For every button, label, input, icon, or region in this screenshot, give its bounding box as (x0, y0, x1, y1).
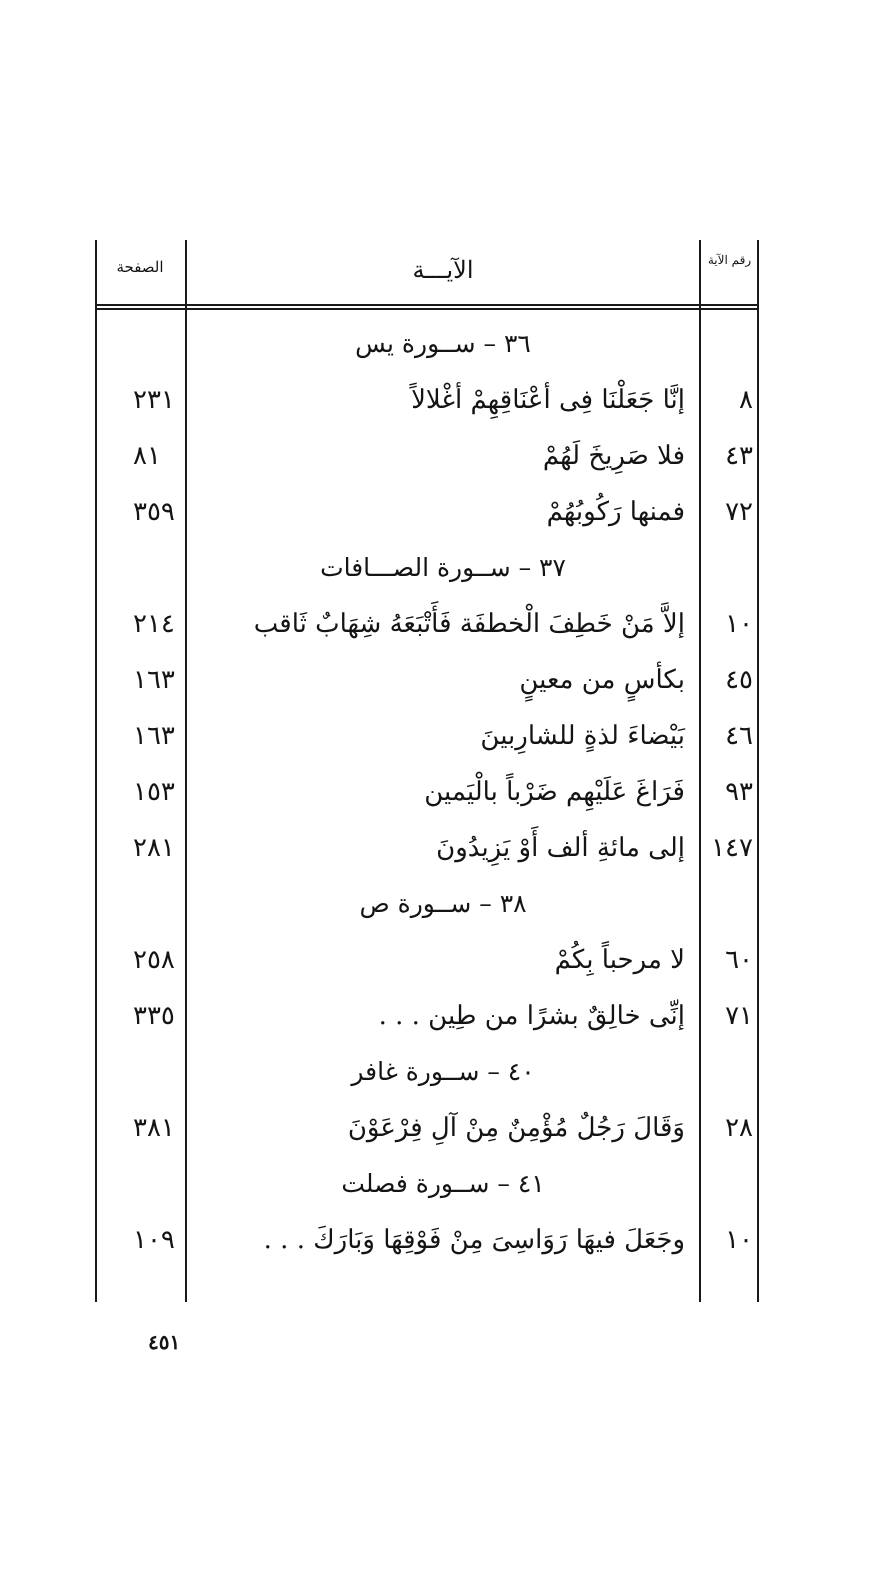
verse-number: ٧٢ (725, 497, 753, 527)
surah-heading: ٣٧ – ســورة الصـــافات (320, 553, 566, 582)
verse-text: وَقَالَ رَجُلٌ مُؤْمِنٌ مِنْ آلِ فِرْعَوْنَ (347, 1113, 685, 1143)
verse-number: ٧١ (725, 1001, 753, 1031)
surah-heading: ٤١ – ســورة فصلت (341, 1169, 545, 1198)
surah-heading: ٣٨ – ســورة ص (359, 889, 527, 918)
surah-heading-row (95, 316, 759, 372)
table-row (95, 484, 759, 540)
page-reference: ١٥٣ (133, 777, 175, 807)
verse-text: فلا صَرِيخَ لَهُمْ (542, 441, 685, 471)
verse-text: فَرَاغَ عَلَيْهِم ضَرْباً بالْيَمين (424, 777, 685, 807)
header-divider (95, 304, 759, 306)
page-reference: ٣٣٥ (133, 1001, 175, 1031)
page-reference: ١٦٣ (133, 721, 175, 751)
verse-text: إلى مائةِ ألف أَوْ يَزِيدُونَ (436, 833, 685, 863)
header-page-label: الصفحة (116, 258, 164, 276)
page-reference: ٢٥٨ (133, 945, 175, 975)
page-reference: ٢٨١ (133, 833, 175, 863)
table-row (95, 1100, 759, 1156)
verse-number: ١٤٧ (711, 833, 753, 863)
header-verse-label: الآيـــة (412, 256, 474, 284)
verse-text: بكأسٍ من معينٍ (519, 665, 685, 695)
table-row (95, 428, 759, 484)
table-row (95, 820, 759, 876)
verse-number: ٦٠ (725, 945, 753, 975)
surah-heading-row (95, 1044, 759, 1100)
table-row (95, 988, 759, 1044)
page-reference: ٣٨١ (133, 1113, 175, 1143)
verse-number: ١٠ (725, 609, 753, 639)
verse-number: ٤٥ (725, 665, 753, 695)
table-row (95, 932, 759, 988)
surah-heading: ٣٦ – ســورة يس (355, 329, 531, 358)
verse-text: إنَّا جَعَلْنَا فِى أعْنَاقِهِمْ أغْلالاً (411, 385, 685, 415)
page-reference: ٢٣١ (133, 385, 175, 415)
table-row (95, 1212, 759, 1268)
table-row (95, 764, 759, 820)
table-row (95, 372, 759, 428)
page-reference: ٨١ (133, 441, 161, 471)
verse-text: إنِّى خالِقٌ بشرًا من طِين . . . (378, 1001, 685, 1031)
verse-text: فمنها رَكُوبُهُمْ (546, 497, 685, 527)
page-reference: ٢١٤ (133, 609, 175, 639)
surah-heading-row (95, 540, 759, 596)
table-body (95, 316, 759, 1268)
page-number: ٤٥١ (148, 1330, 181, 1354)
verse-text: لا مرحباً بِكُمْ (554, 945, 685, 975)
surah-heading-row (95, 876, 759, 932)
verse-number: ٨ (739, 385, 753, 415)
verse-number: ٩٣ (725, 777, 753, 807)
surah-heading: ٤٠ – ســورة غافر (351, 1057, 535, 1086)
page-reference: ١٦٣ (133, 665, 175, 695)
verse-text: إلاَّ مَنْ خَطِفَ الْخطفَة فَأَتْبَعَهُ شِهَابٌ ثَاقب (253, 609, 685, 639)
page-reference: ٣٥٩ (133, 497, 175, 527)
surah-heading-row (95, 1156, 759, 1212)
verse-number: ٤٦ (725, 721, 753, 751)
header-divider-double (95, 308, 759, 310)
header-number-label: رقم الآية (707, 253, 752, 267)
table-row (95, 652, 759, 708)
table-row (95, 596, 759, 652)
verse-text: بَيْضاءَ لذةٍ للشارِبينَ (480, 721, 685, 751)
page-reference: ١٠٩ (133, 1225, 175, 1255)
verse-number: ١٠ (725, 1225, 753, 1255)
table-row (95, 708, 759, 764)
verse-number: ٤٣ (725, 441, 753, 471)
index-table (95, 240, 759, 1302)
verse-number: ٢٨ (725, 1113, 753, 1143)
verse-text: وجَعَلَ فيهَا رَوَاسِىَ مِنْ فَوْقِهَا وَبَارَكَ . . . (263, 1225, 685, 1255)
